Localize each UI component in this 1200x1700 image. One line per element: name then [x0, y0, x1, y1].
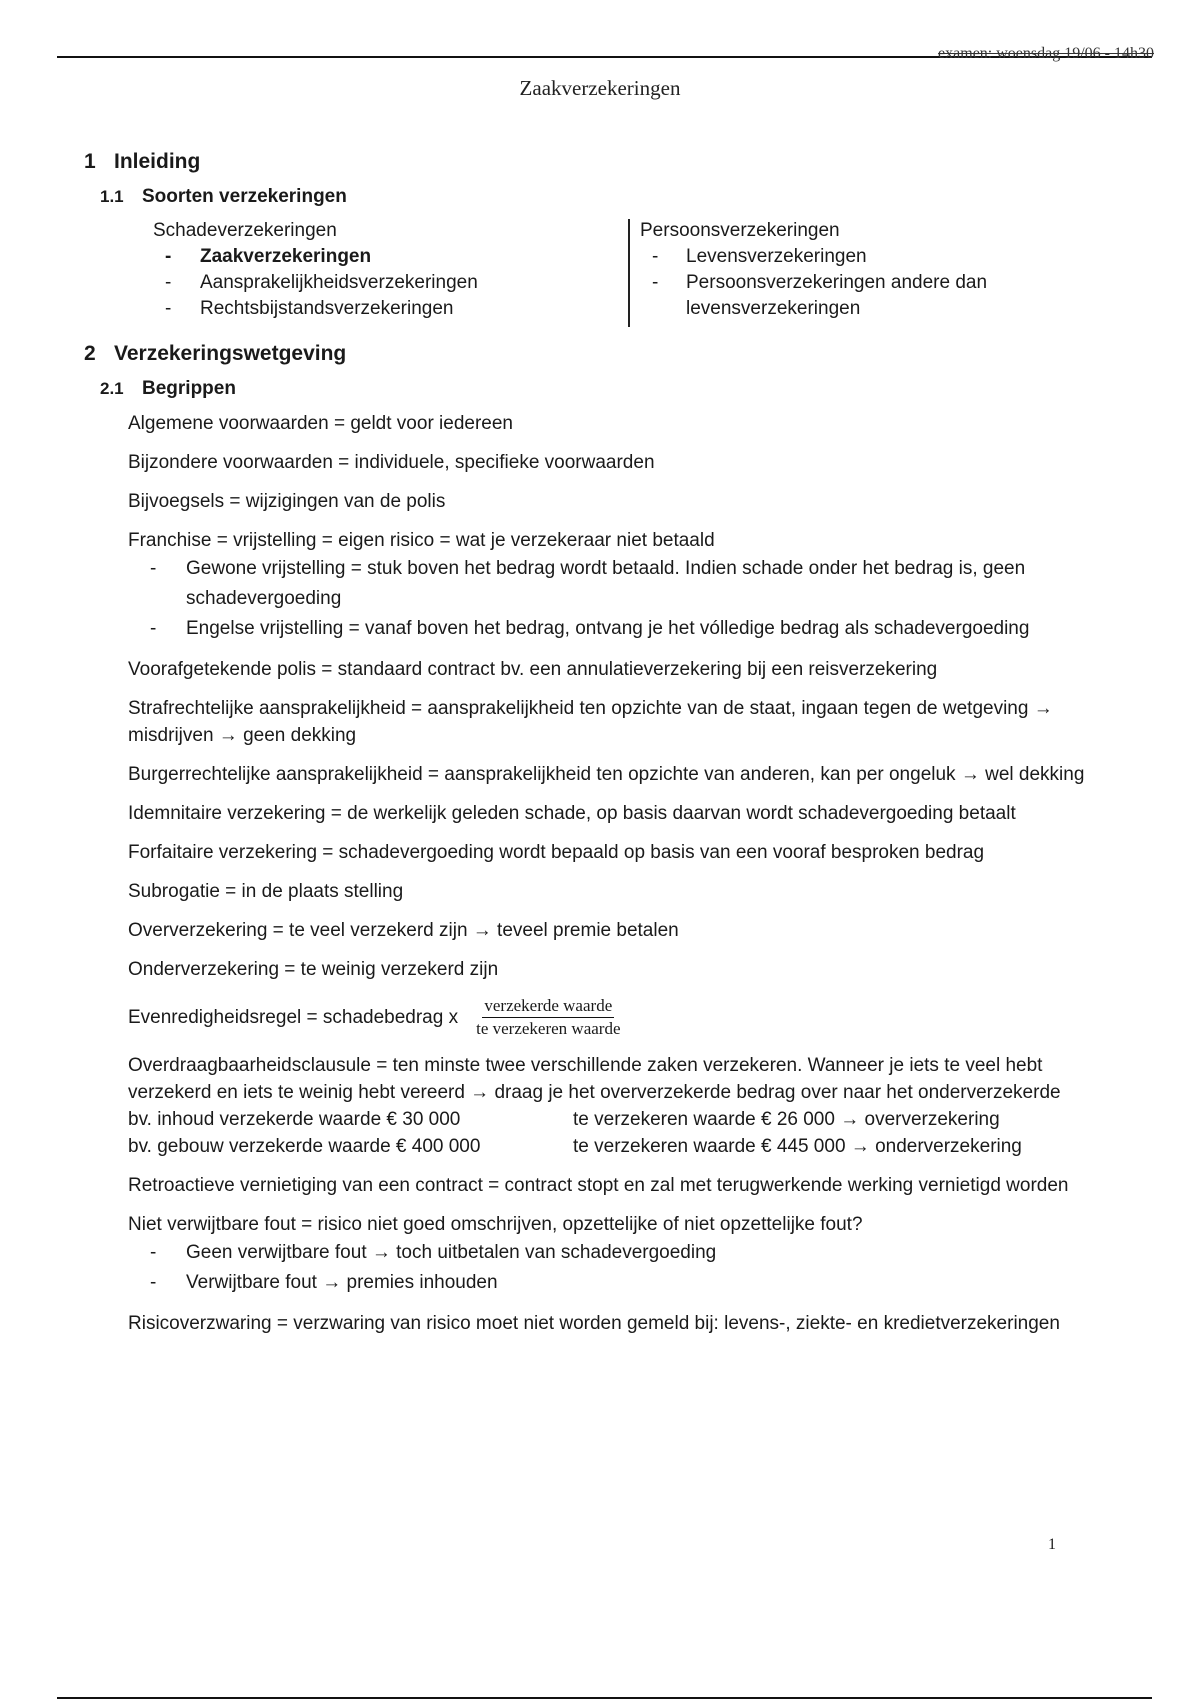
- subsection-title: Begrippen: [142, 378, 236, 399]
- subsection-number: 2.1: [100, 379, 124, 398]
- column-divider: [628, 219, 630, 327]
- fout-list: [128, 1238, 1088, 1298]
- schadeverzekeringen-column: [153, 218, 613, 322]
- term-bijvoegsels: Bijvoegsels = wijzigingen van de polis: [128, 491, 446, 512]
- document-title: Zaakverzekeringen: [519, 76, 681, 100]
- term-bijzondere-voorwaarden: Bijzondere voorwaarden = individuele, specifieke voorwaarden: [128, 452, 655, 473]
- list-item: - Aansprakelijkheidsverzekeringen: [153, 270, 613, 296]
- list-item: - Verwijtbare fout → premies inhouden: [128, 1268, 1088, 1298]
- list-item: - Rechtsbijstandsverzekeringen: [153, 296, 613, 322]
- example-row: [128, 1106, 1088, 1133]
- term-strafrechtelijke-aansprakelijkheid: Strafrechtelijke aansprakelijkheid = aansprakelijkheid ten opzichte van de staat, ingaan tegen de wetgeving → misdrijven → geen dekking: [128, 698, 1053, 746]
- column-heading: Persoonsverzekeringen: [640, 220, 840, 241]
- term-onderverzekering: Onderverzekering = te weinig verzekerd zijn: [128, 959, 499, 980]
- schade-list: [153, 244, 613, 322]
- section-2-1-heading: [100, 378, 236, 400]
- section-number: 1: [84, 150, 96, 173]
- example-left: bv. gebouw verzekerde waarde € 400 000: [128, 1136, 481, 1157]
- term-franchise: Franchise = vrijstelling = eigen risico = wat je verzekeraar niet betaald: [128, 530, 715, 551]
- subsection-title: Soorten verzekeringen: [142, 186, 347, 207]
- formula-label: Evenredigheidsregel = schadebedrag x: [128, 1007, 459, 1028]
- term-retroactieve-vernietiging: Retroactieve vernietiging van een contract = contract stopt en zal met terugwerkende werking vernietigd worden: [128, 1175, 1069, 1196]
- term-forfaitaire-verzekering: Forfaitaire verzekering = schadevergoeding wordt bepaald op basis van een vooraf besproken bedrag: [128, 842, 985, 863]
- list-item: - Geen verwijtbare fout → toch uitbetalen van schadevergoeding: [128, 1238, 1088, 1268]
- list-item: - Gewone vrijstelling = stuk boven het bedrag wordt betaald. Indien schade onder het bedrag is, geen schadevergoeding: [128, 554, 1088, 614]
- franchise-list: [128, 554, 1088, 644]
- list-item: - Persoonsverzekeringen andere dan levensverzekeringen: [640, 270, 1040, 322]
- example-row: [128, 1133, 1088, 1160]
- example-right: te verzekeren waarde € 26 000 → oververzekering: [573, 1109, 1000, 1130]
- formula-fraction: [476, 995, 620, 1040]
- list-item: - Levensverzekeringen: [640, 244, 1040, 270]
- section-2-heading: [84, 342, 346, 366]
- example-left: bv. inhoud verzekerde waarde € 30 000: [128, 1109, 461, 1130]
- term-burgerrechtelijke-aansprakelijkheid: Burgerrechtelijke aansprakelijkheid = aansprakelijkheid ten opzichte van anderen, kan per ongeluk → wel dekking: [128, 764, 1085, 785]
- term-risicoverzwaring: Risicoverzwaring = verzwaring van risico moet niet worden gemeld bij: levens-, ziekte- en kredietverzekeringen: [128, 1313, 1060, 1334]
- list-item: - Engelse vrijstelling = vanaf boven het bedrag, ontvang je het vólledige bedrag als schadevergoeding: [128, 614, 1088, 644]
- section-1-1-heading: [100, 186, 347, 208]
- subsection-number: 1.1: [100, 187, 124, 206]
- page-number: 1: [1048, 1536, 1056, 1553]
- section-number: 2: [84, 342, 96, 365]
- section-title: Inleiding: [114, 150, 201, 173]
- term-algemene-voorwaarden: Algemene voorwaarden = geldt voor iedereen: [128, 413, 514, 434]
- term-evenredigheidsregel: [128, 995, 1088, 1040]
- fraction-numerator: verzekerde waarde: [482, 995, 614, 1018]
- term-idemnitaire-verzekering: Idemnitaire verzekering = de werkelijk geleden schade, op basis daarvan wordt schadevergoeding betaalt: [128, 803, 1016, 824]
- begrippen-body: [128, 410, 1088, 1349]
- term-overdraagbaarheidsclausule: Overdraagbaarheidsclausule = ten minste twee verschillende zaken verzekeren. Wanneer je iets te veel hebt verzekerd en iets te weinig hebt vereerd → draag je het oververzekerde bedrag over naar het onderverzekerde: [128, 1055, 1061, 1103]
- section-1-heading: [84, 150, 200, 174]
- exam-note: examen: woensdag 19/06 - 14h30: [938, 45, 1154, 62]
- term-voorafgetekende-polis: Voorafgetekende polis = standaard contract bv. een annulatieverzekering bij een reisverzekering: [128, 659, 938, 680]
- term-subrogatie: Subrogatie = in de plaats stelling: [128, 881, 404, 902]
- column-heading: Schadeverzekeringen: [153, 220, 337, 241]
- term-niet-verwijtbare-fout: Niet verwijtbare fout = risico niet goed omschrijven, opzettelijke of niet opzettelijke fout?: [128, 1214, 863, 1235]
- footer-rule: [57, 1697, 1152, 1699]
- persoonsverzekeringen-column: [640, 218, 1040, 322]
- example-right: te verzekeren waarde € 445 000 → onderverzekering: [573, 1136, 1022, 1157]
- persoons-list: [640, 244, 1040, 322]
- list-item: - Zaakverzekeringen: [153, 244, 613, 270]
- term-oververzekering: Oververzekering = te veel verzekerd zijn → teveel premie betalen: [128, 920, 679, 941]
- fraction-denominator: te verzekeren waarde: [476, 1019, 621, 1038]
- section-title: Verzekeringswetgeving: [114, 342, 347, 365]
